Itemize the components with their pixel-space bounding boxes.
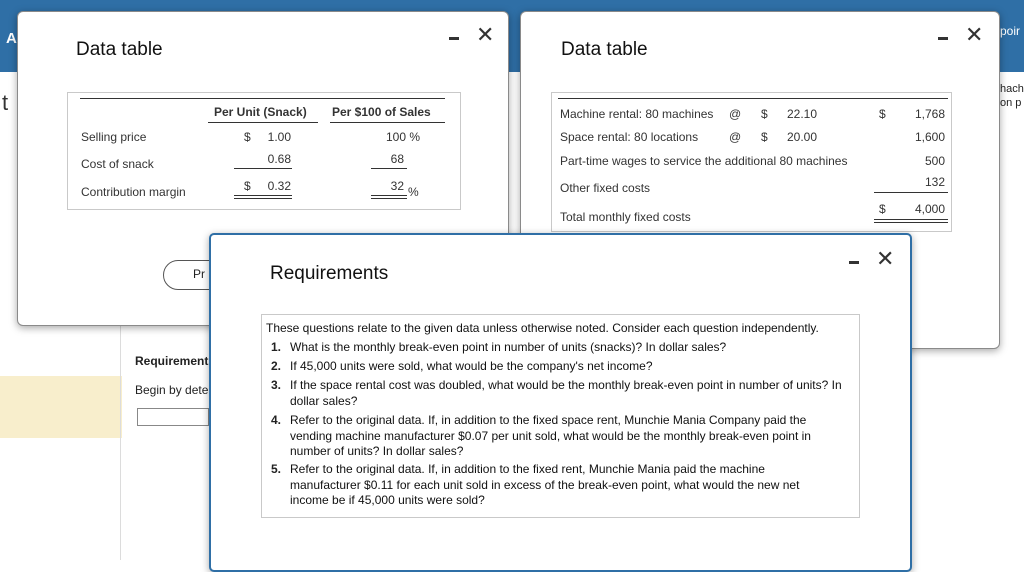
requirement-item-3: If the space rental cost was doubled, what would be the monthly break-even point in number of units? In dollar sales? [290,378,842,408]
background-right-text-top: poir [1000,24,1021,38]
unit-value: 1.00 [267,130,291,144]
item-number: 2. [271,359,282,373]
table-top-rule [80,98,445,99]
dialog-title: Data table [561,39,648,60]
row-label: Total monthly fixed costs [560,210,691,224]
sales-value: 68 [390,152,404,166]
row-label: Other fixed costs [560,181,651,195]
dollar-sign: $ [761,130,768,144]
requirement-item-5: Refer to the original data. If, in addition to the fixed rent, Munchie Mania paid the machine manufacturer $0.11 for each unit sold in excess of the break-even point, what would the new net income be if 45,000 units were sold? [290,462,800,507]
background-letter-t: t [2,90,9,115]
total-value: 1,768 [914,107,945,121]
requirement-item-4: Refer to the original data. If, in addition to the fixed space rent, Munchie Mania Company paid the vending machine manufacturer $0.07 per unit sold, what would be the monthly break-even point in number of units? In dollar sales? [290,413,811,458]
header-rule-unit [208,122,318,123]
table-top-rule [558,98,948,99]
at-sign: @ [729,107,742,121]
rate-value: 22.10 [786,107,817,121]
close-icon[interactable]: ✕ [876,246,895,271]
total-rule [874,219,948,220]
header-per-unit: Per Unit (Snack) [214,105,307,119]
dollar-sign: $ [761,107,768,121]
minimize-icon[interactable] [449,37,459,40]
dialog-title: Requirements [270,263,389,284]
total-rule-unit-2 [234,198,292,199]
requirements-list-box [261,314,860,518]
minimize-icon[interactable] [849,261,859,264]
total-rule-2 [874,222,948,223]
background-requirement-label: Requirement [135,354,209,368]
minimize-icon[interactable] [938,37,948,40]
total-rule-sales-2 [371,198,407,199]
row-label: Machine rental: 80 machines [560,107,714,121]
dollar-sign: $ [879,202,886,216]
background-begin-text: Begin by dete [135,383,209,397]
header-rule-sales [330,122,445,123]
row-label: Space rental: 80 locations [560,130,699,144]
total-value: 132 [924,175,945,189]
item-number: 1. [271,340,282,354]
background-right-text-2: on p [1000,97,1022,109]
total-rule-unit [234,195,292,196]
item-number: 5. [271,462,282,476]
requirements-intro: These questions relate to the given data unless otherwise noted. Consider each question independently. [266,321,819,335]
sales-value: 32 [390,179,404,193]
background-highlight [0,376,122,438]
dialog-title: Data table [76,39,163,60]
dollar-sign: $ [244,179,251,193]
requirements-dialog [209,233,912,572]
total-value: 500 [924,154,945,168]
total-rule-sales [371,195,407,196]
background-right-text-1: hach [1000,83,1024,95]
total-value: 4,000 [914,202,945,216]
fixed-costs-table [551,92,952,232]
row-label: Selling price [81,130,147,144]
row-label: Cost of snack [81,157,154,171]
at-sign: @ [729,130,742,144]
dollar-sign: $ [244,130,251,144]
header-per-100-sales: Per $100 of Sales [332,105,431,119]
pill-label: Pr [193,267,205,281]
rate-value: 20.00 [786,130,817,144]
dollar-sign: $ [879,107,886,121]
requirement-item-2: If 45,000 units were sold, what would be the company's net income? [290,359,653,373]
percent-sign: % [408,185,419,199]
unit-value: 0.68 [267,152,291,166]
background-answer-input[interactable] [137,408,209,426]
background-divider [120,325,121,560]
row-label: Part-time wages to service the additional 80 machines [560,154,848,168]
total-value: 1,600 [914,130,945,144]
close-icon[interactable]: ✕ [965,22,984,47]
subtotal-rule [874,192,948,193]
subtotal-rule-unit [234,168,292,169]
unit-data-table [67,92,461,210]
item-number: 3. [271,378,282,392]
subtotal-rule-sales [371,168,407,169]
row-label: Contribution margin [81,185,186,199]
background-letter-a: A [6,30,17,47]
sales-value: 100 % [385,130,420,144]
requirement-item-1: What is the monthly break-even point in number of units (snacks)? In dollar sales? [290,340,727,354]
background-left-panel [0,72,18,560]
close-icon[interactable]: ✕ [476,22,495,47]
unit-value: 0.32 [267,179,291,193]
item-number: 4. [271,413,282,427]
